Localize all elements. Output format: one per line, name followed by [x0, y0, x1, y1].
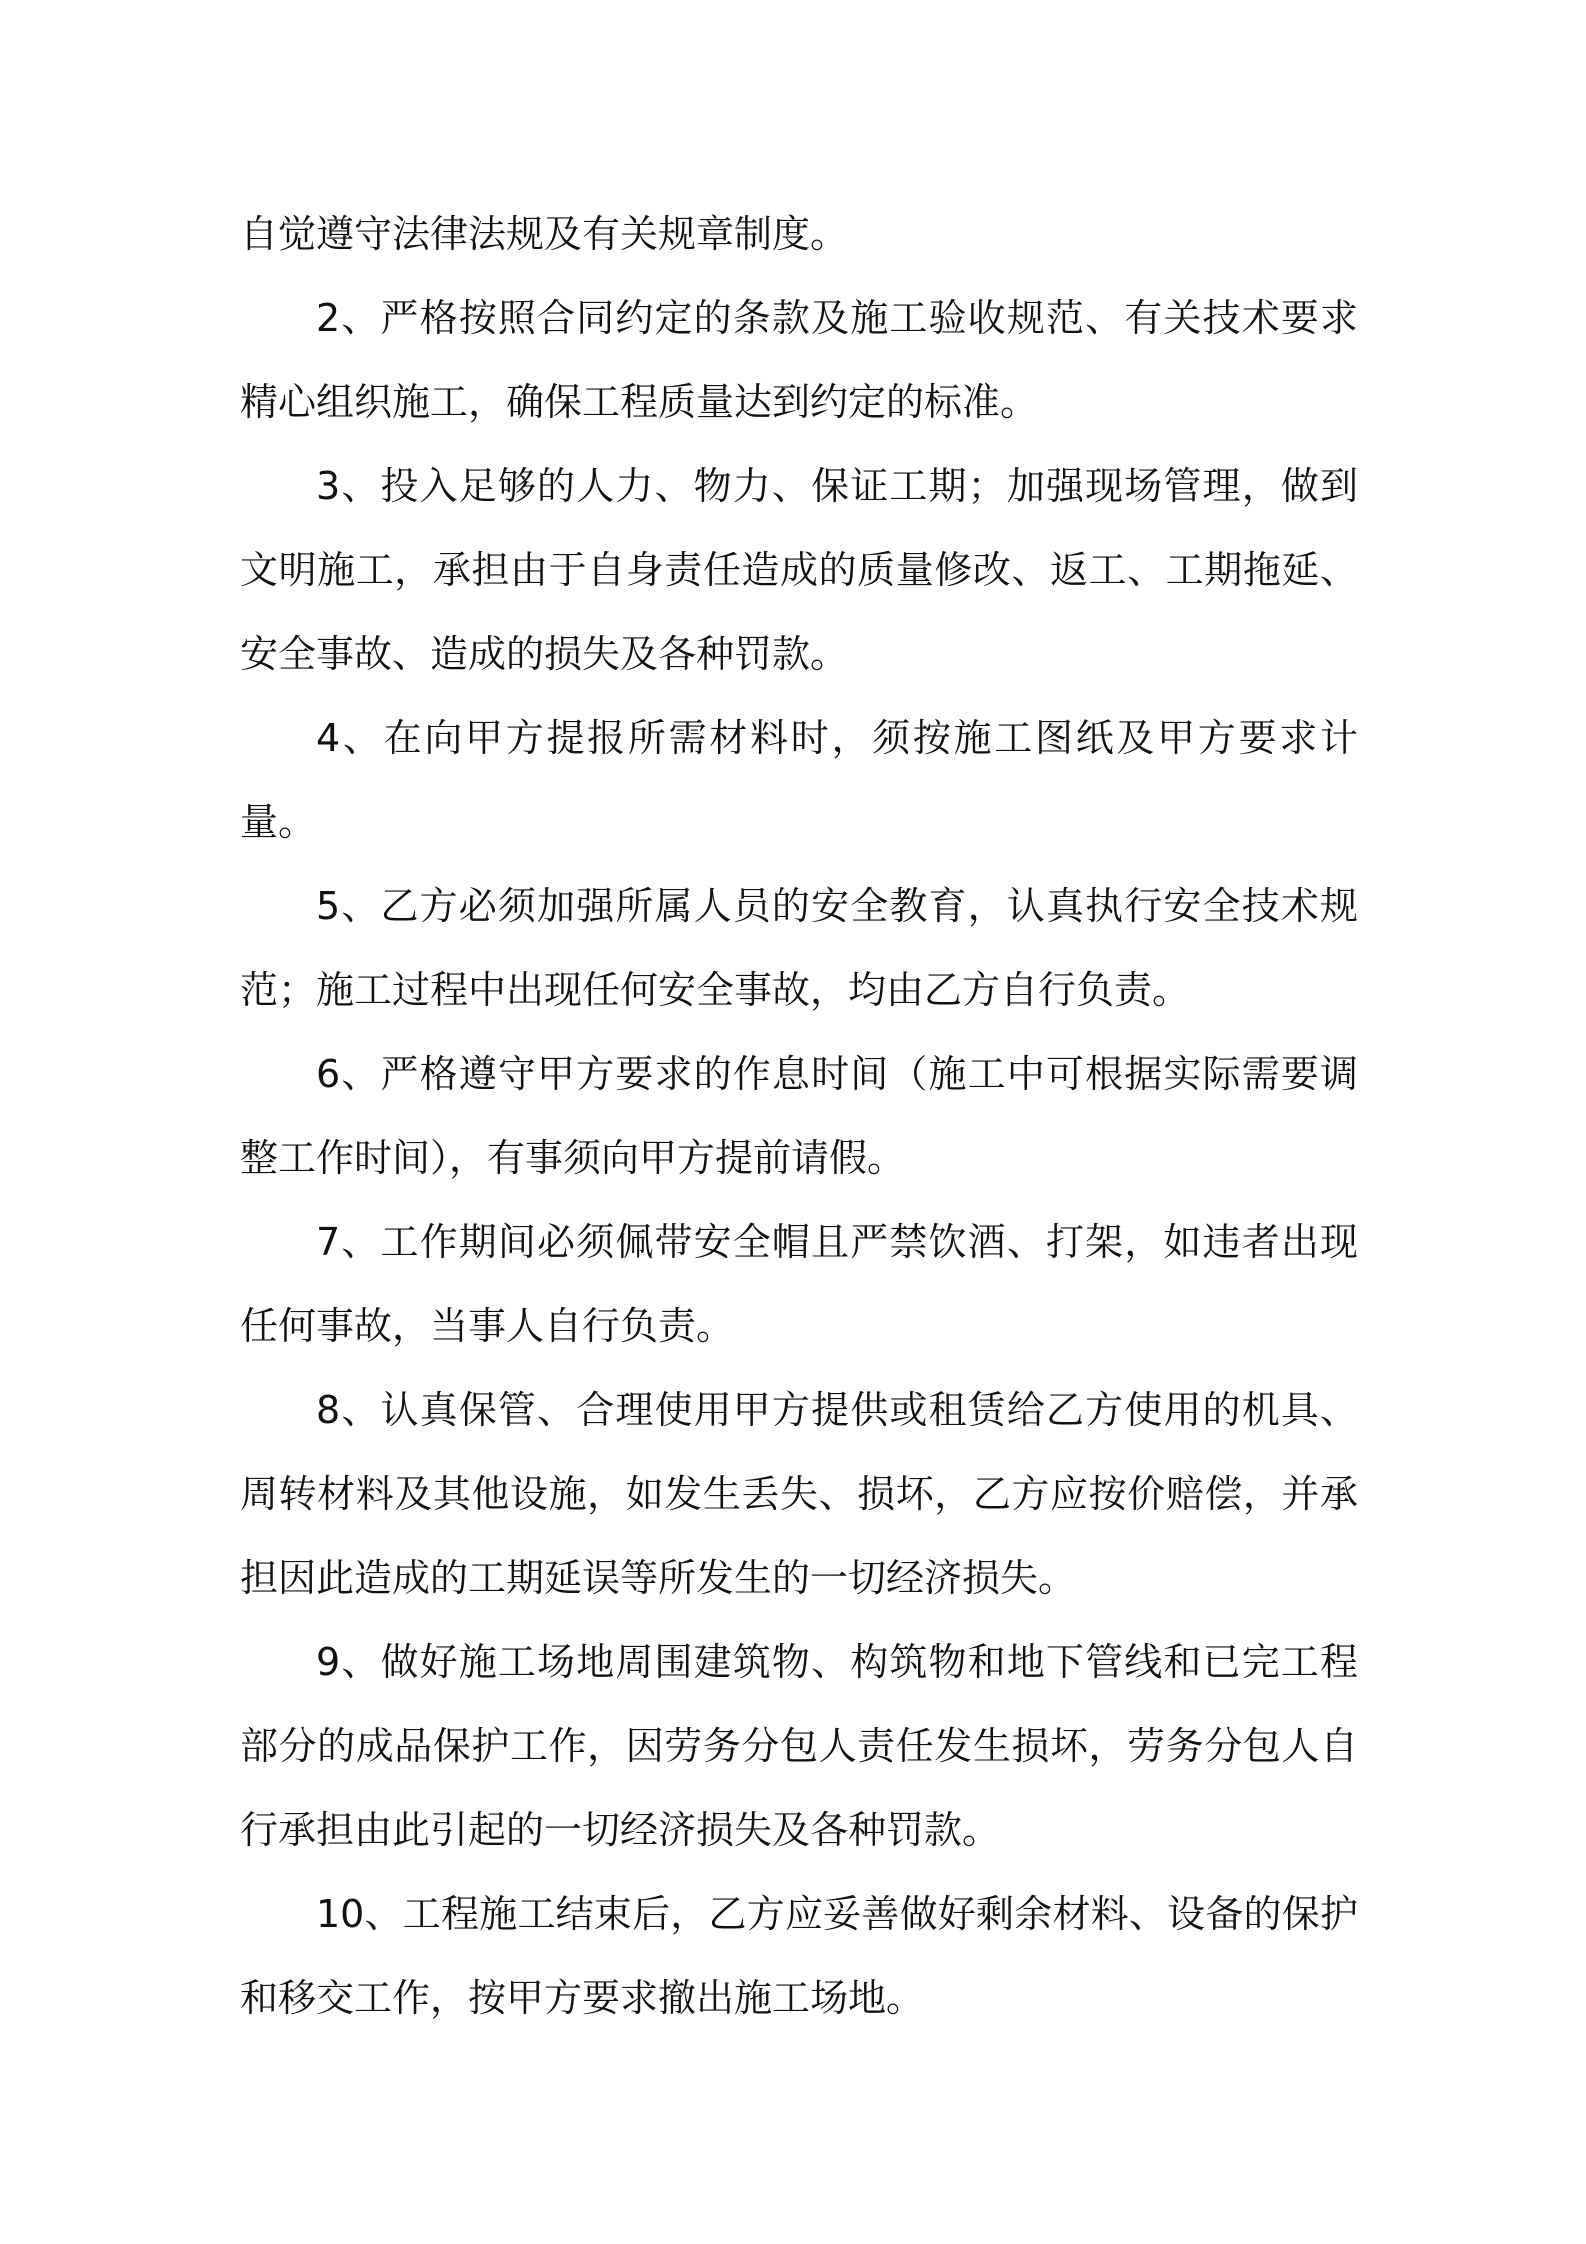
clause-3: 3、投入足够的人力、物力、保证工期；加强现场管理，做到文明施工，承担由于自身责任造成的质量修改、返工、工期拖延、安全事故、造成的损失及各种罚款。: [240, 464, 1358, 676]
clause-7: 7、工作期间必须佩带安全帽且严禁饮酒、打架，如违者出现任何事故，当事人自行负责。: [240, 1220, 1358, 1348]
clause-5: 5、乙方必须加强所属人员的安全教育，认真执行安全技术规范；施工过程中出现任何安全事故，均由乙方自行负责。: [240, 884, 1358, 1012]
clause-10: 10、工程施工结束后，乙方应妥善做好剩余材料、设备的保护和移交工作，按甲方要求撤出施工场地。: [240, 1892, 1358, 2020]
clause-6: 6、严格遵守甲方要求的作息时间（施工中可根据实际需要调整工作时间），有事须向甲方提前请假。: [240, 1052, 1358, 1180]
clause-9: 9、做好施工场地周围建筑物、构筑物和地下管线和已完工程部分的成品保护工作，因劳务分包人责任发生损坏，劳务分包人自行承担由此引起的一切经济损失及各种罚款。: [240, 1640, 1358, 1852]
paragraph-continuation: 自觉遵守法律法规及有关规章制度。: [240, 212, 849, 256]
clause-4: 4、在向甲方提报所需材料时，须按施工图纸及甲方要求计量。: [240, 716, 1358, 844]
document-body: [240, 192, 1358, 2040]
clause-2: 2、严格按照合同约定的条款及施工验收规范、有关技术要求精心组织施工，确保工程质量达到约定的标准。: [240, 296, 1358, 424]
clause-8: 8、认真保管、合理使用甲方提供或租赁给乙方使用的机具、周转材料及其他设施，如发生丢失、损坏，乙方应按价赔偿，并承担因此造成的工期延误等所发生的一切经济损失。: [240, 1388, 1358, 1600]
